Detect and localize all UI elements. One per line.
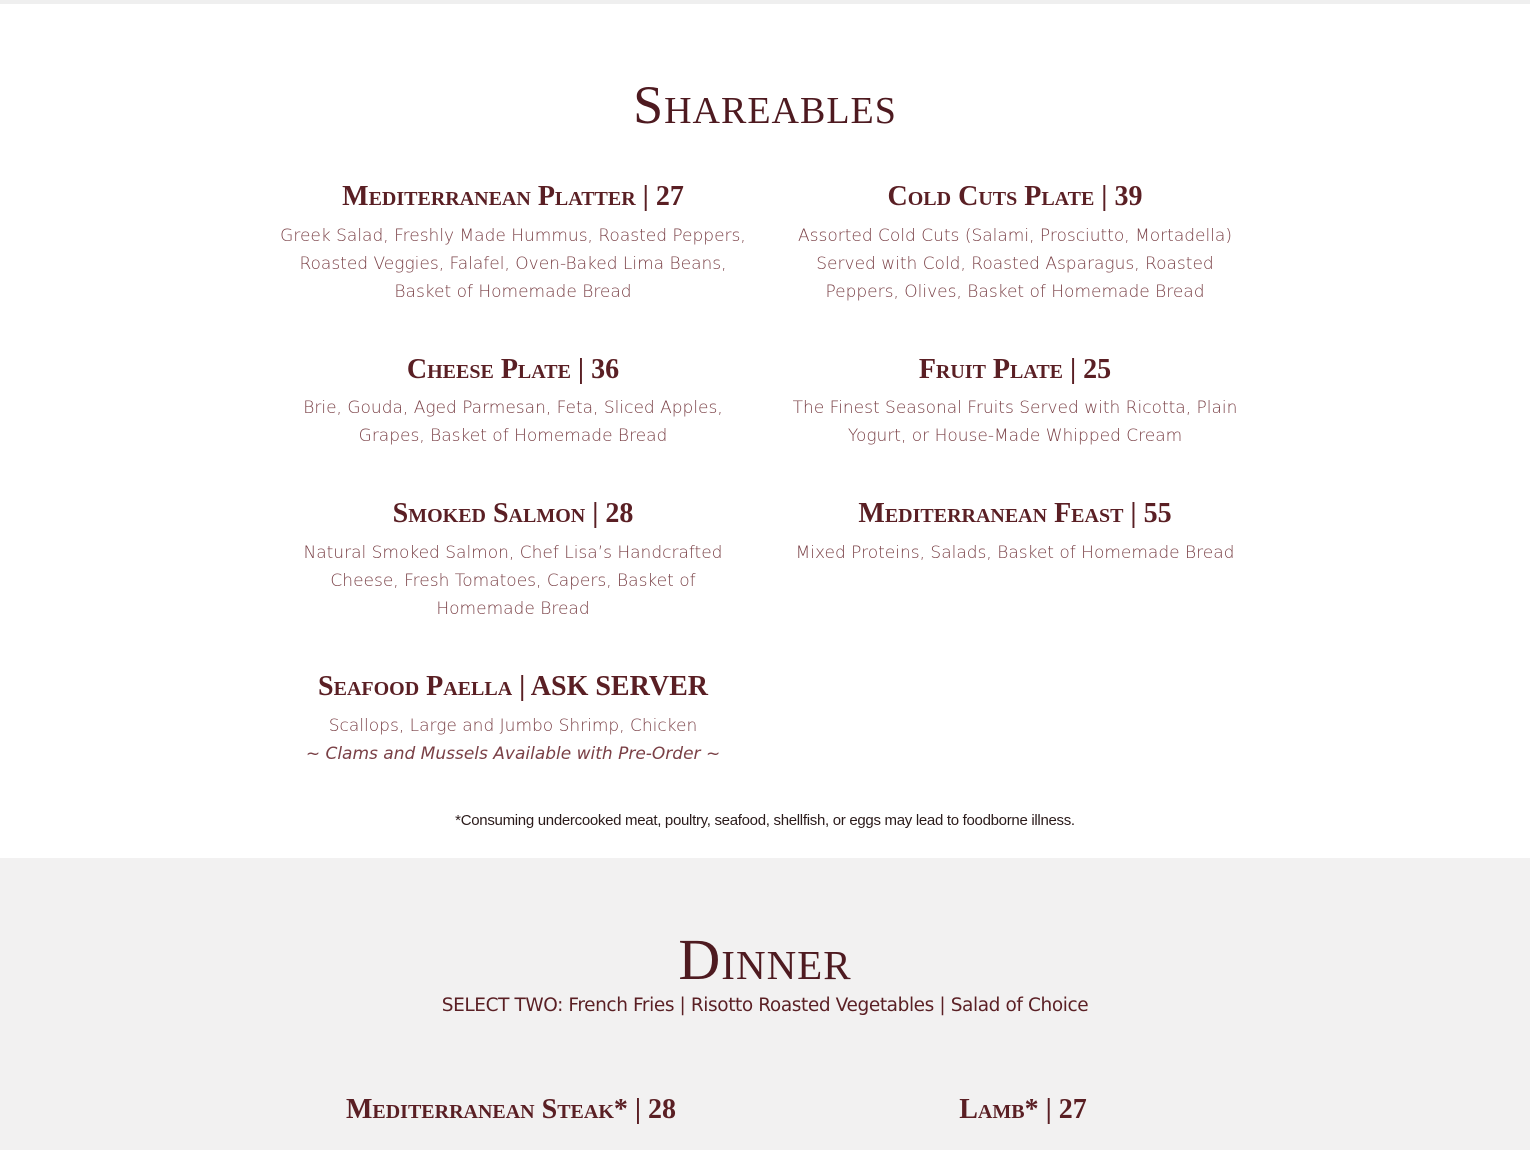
menu-item-title-mediterranean-steak: Mediterranean Steak* | 28 bbox=[345, 1094, 677, 1125]
desc-line: Served with Cold, Roasted Asparagus, Roasted bbox=[816, 254, 1214, 274]
menu-item-title-seafood-paella: Seafood Paella | ASK SERVER bbox=[318, 671, 708, 702]
menu-item-desc-cheese-plate bbox=[263, 394, 763, 450]
desc-line: Assorted Cold Cuts (Salami, Prosciutto, Mortadella) bbox=[798, 226, 1232, 246]
menu-item-desc-smoked-salmon bbox=[263, 539, 763, 623]
desc-line: Basket of Homemade Bread bbox=[394, 282, 632, 302]
desc-line: Grapes, Basket of Homemade Bread bbox=[358, 426, 668, 446]
menu-item-desc-fruit-plate bbox=[765, 394, 1265, 450]
desc-line: Mixed Proteins, Salads, Basket of Homemade Bread bbox=[795, 543, 1235, 563]
dinner-section-title: Dinner bbox=[678, 927, 852, 992]
menu-item-desc-mediterranean-platter bbox=[263, 222, 763, 306]
desc-line: Yogurt, or House-Made Whipped Cream bbox=[847, 426, 1183, 446]
menu-item-title-cheese-plate: Cheese Plate | 36 bbox=[406, 354, 620, 385]
menu-item-desc-mediterranean-feast bbox=[765, 539, 1265, 567]
top-divider-strip bbox=[0, 0, 1530, 4]
desc-line: Roasted Veggies, Falafel, Oven-Baked Lima Beans, bbox=[299, 254, 727, 274]
menu-item-desc-seafood-paella bbox=[263, 712, 763, 768]
menu-item-title-mediterranean-platter: Mediterranean Platter | 27 bbox=[342, 181, 684, 212]
desc-line: Natural Smoked Salmon, Chef Lisa’s Handcrafted bbox=[303, 543, 723, 563]
foodborne-illness-disclaimer: *Consuming undercooked meat, poultry, seafood, shellfish, or eggs may lead to foodborne illness. bbox=[455, 812, 1075, 829]
menu-item-title-lamb: Lamb* | 27 bbox=[959, 1094, 1087, 1125]
menu-item-title-fruit-plate: Fruit Plate | 25 bbox=[918, 354, 1112, 385]
desc-line: Scallops, Large and Jumbo Shrimp, Chicken bbox=[328, 716, 698, 736]
dinner-sides-selection: SELECT TWO: French Fries | Risotto Roasted Vegetables | Salad of Choice bbox=[441, 995, 1089, 1016]
menu-item-title-mediterranean-feast: Mediterranean Feast | 55 bbox=[858, 498, 1172, 529]
pre-order-note: ~ Clams and Mussels Available with Pre-Order ~ bbox=[305, 744, 721, 764]
desc-line: Greek Salad, Freshly Made Hummus, Roasted Peppers, bbox=[280, 226, 746, 246]
desc-line: Peppers, Olives, Basket of Homemade Bread bbox=[825, 282, 1205, 302]
desc-line: Cheese, Fresh Tomatoes, Capers, Basket of bbox=[330, 571, 696, 591]
menu-item-title-smoked-salmon: Smoked Salmon | 28 bbox=[392, 498, 634, 529]
menu-item-desc-cold-cuts-plate bbox=[765, 222, 1265, 306]
desc-line: Brie, Gouda, Aged Parmesan, Feta, Sliced Apples, bbox=[303, 398, 723, 418]
shareables-section-title: Shareables bbox=[633, 75, 897, 135]
desc-line: Homemade Bread bbox=[436, 599, 590, 619]
desc-line: The Finest Seasonal Fruits Served with Ricotta, Plain bbox=[792, 398, 1238, 418]
menu-item-title-cold-cuts-plate: Cold Cuts Plate | 39 bbox=[887, 181, 1143, 212]
